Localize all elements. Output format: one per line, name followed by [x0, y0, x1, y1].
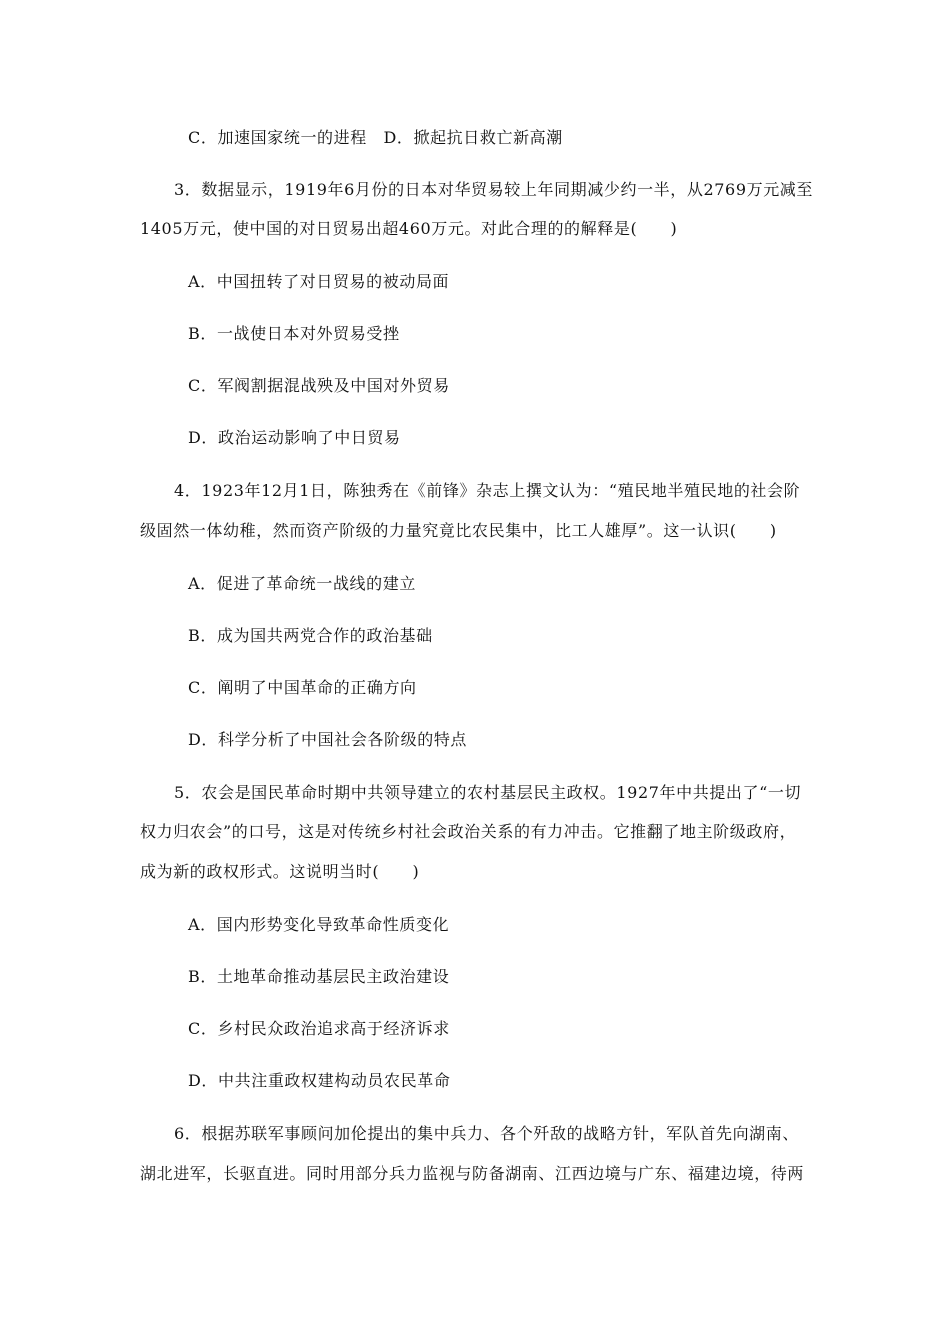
- q5-stem-line-1: 5．农会是国民革命时期中共领导建立的农村基层民主政权。1927年中共提出了“一切: [174, 783, 802, 802]
- q3-option-d: D．政治运动影响了中日贸易: [188, 428, 401, 447]
- q5-option-b: B．土地革命推动基层民主政治建设: [188, 967, 450, 986]
- q6-stem-line-2: 湖北进军，长驱直进。同时用部分兵力监视与防备湖南、江西边境与广东、福建边境，待两: [140, 1164, 805, 1183]
- q3-option-c: C．军阀割据混战殃及中国对外贸易: [188, 376, 450, 395]
- q4-option-b: B．成为国共两党合作的政治基础: [188, 626, 433, 645]
- q2-options-cd: C．加速国家统一的进程 D．掀起抗日救亡新高潮: [188, 128, 563, 147]
- q4-option-d: D．科学分析了中国社会各阶级的特点: [188, 730, 468, 749]
- q5-stem-line-2: 权力归农会”的口号，这是对传统乡村社会政治关系的有力冲击。它推翻了地主阶级政府，: [140, 822, 797, 841]
- q4-option-c: C．阐明了中国革命的正确方向: [188, 678, 417, 697]
- q5-option-c: C．乡村民众政治追求高于经济诉求: [188, 1019, 450, 1038]
- q3-option-b: B．一战使日本对外贸易受挫: [188, 324, 400, 343]
- q5-option-a: A．国内形势变化导致革命性质变化: [188, 915, 450, 934]
- q4-option-a: A．促进了革命统一战线的建立: [188, 574, 416, 593]
- q3-stem-line-1: 3．数据显示，1919年6月份的日本对华贸易较上年同期减少约一半，从2769万元减至: [174, 180, 813, 199]
- q5-stem-line-3: 成为新的政权形式。这说明当时( ): [140, 862, 420, 881]
- q4-stem-line-2: 级固然一体幼稚，然而资产阶级的力量究竟比农民集中，比工人雄厚”。这一认识( ): [140, 521, 777, 540]
- q5-option-d: D．中共注重政权建构动员农民革命: [188, 1071, 451, 1090]
- q3-stem-line-2: 1405万元，使中国的对日贸易出超460万元。对此合理的的解释是( ): [140, 219, 678, 238]
- q4-stem-line-1: 4．1923年12月1日，陈独秀在《前锋》杂志上撰文认为：“殖民地半殖民地的社会阶: [174, 481, 801, 500]
- q3-option-a: A．中国扭转了对日贸易的被动局面: [188, 272, 450, 291]
- q6-stem-line-1: 6．根据苏联军事顾问加伦提出的集中兵力、各个歼敌的战略方针，军队首先向湖南、: [174, 1124, 799, 1143]
